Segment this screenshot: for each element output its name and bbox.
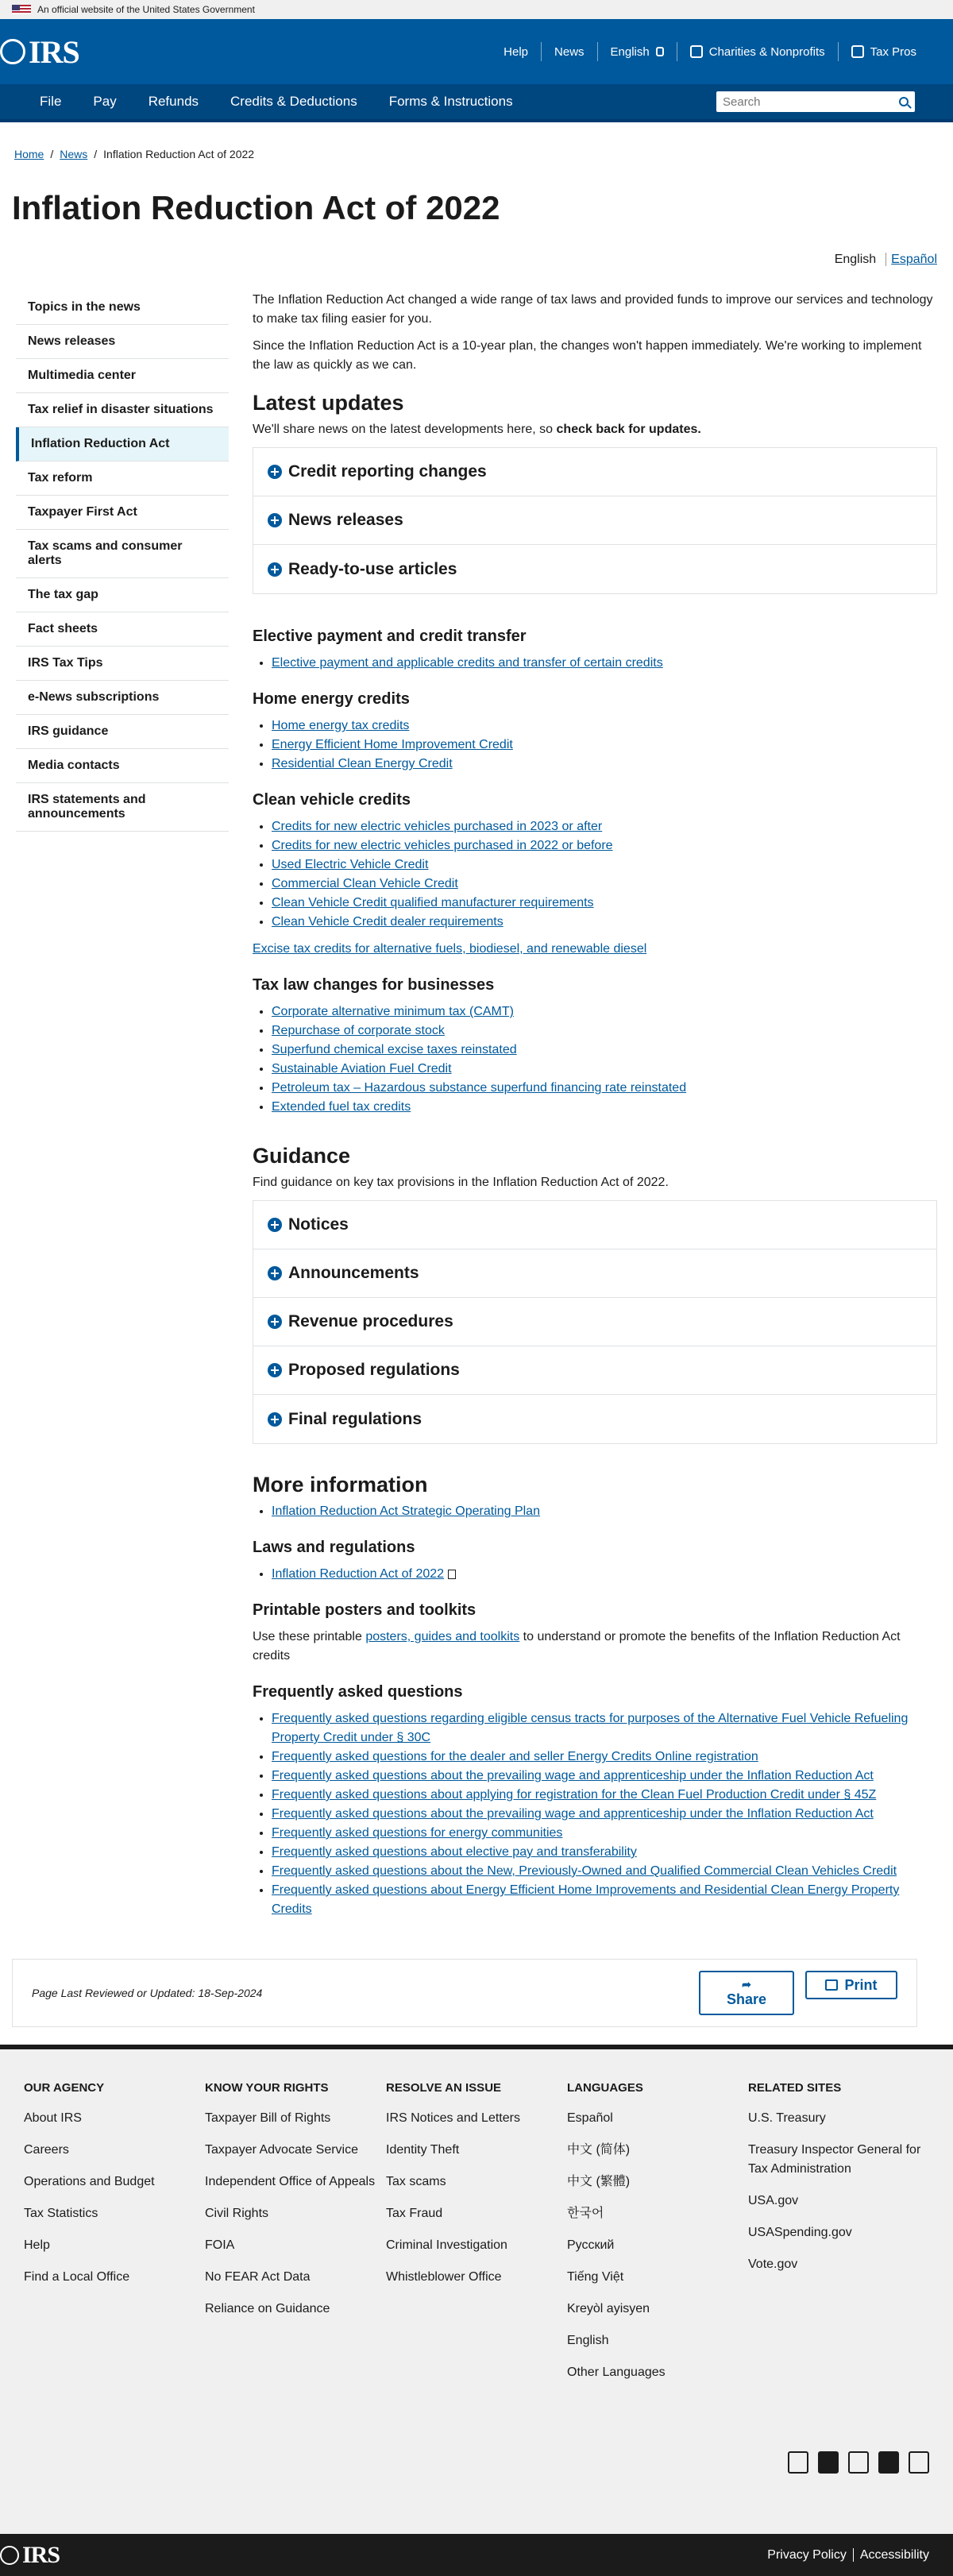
- page-title: Inflation Reduction Act of 2022: [12, 189, 500, 226]
- breadcrumb: [0, 122, 953, 160]
- clean-vehicle-link[interactable]: Commercial Clean Vehicle Credit: [272, 877, 458, 890]
- main-content: [253, 291, 937, 1919]
- footer-link[interactable]: Find a Local Office: [24, 2270, 130, 2284]
- sidebar-item-disaster-relief[interactable]: Tax relief in disaster situations: [16, 393, 229, 427]
- faq-link[interactable]: Frequently asked questions about elective pay and transferability: [272, 1845, 637, 1859]
- accordion-news-releases[interactable]: [253, 496, 936, 545]
- sidebar-item-tax-gap[interactable]: The tax gap: [16, 578, 229, 612]
- list-item: [272, 855, 937, 875]
- linkedin-icon[interactable]: [878, 2451, 899, 2474]
- eagle-icon: [0, 2546, 19, 2565]
- footer-link[interactable]: Tax Statistics: [24, 2207, 98, 2220]
- logo-text: IRS: [29, 33, 79, 70]
- footer-link[interactable]: 中文 (繁體): [567, 2175, 631, 2188]
- posters-text: [253, 1628, 937, 1666]
- accordion-label: Ready-to-use articles: [288, 559, 457, 578]
- accordion-final-regs[interactable]: [253, 1395, 936, 1443]
- footer-link[interactable]: Help: [24, 2238, 50, 2252]
- clean-vehicle-heading: Clean vehicle credits: [253, 791, 411, 809]
- search-box: [716, 91, 915, 112]
- business-link[interactable]: Extended fuel tax credits: [272, 1100, 411, 1114]
- print-label: Print: [844, 1976, 878, 1993]
- business-link[interactable]: Sustainable Aviation Fuel Credit: [272, 1062, 452, 1076]
- print-button[interactable]: [805, 1971, 897, 1999]
- nav-credits-deductions[interactable]: Credits & Deductions: [230, 94, 357, 109]
- footer-link[interactable]: Tax scams: [386, 2175, 446, 2188]
- site-footer: [0, 2045, 953, 2534]
- footer-link[interactable]: Operations and Budget: [24, 2175, 155, 2188]
- footer-link[interactable]: Civil Rights: [205, 2207, 269, 2220]
- footer-link[interactable]: IRS Notices and Letters: [386, 2111, 520, 2125]
- footer-link[interactable]: Other Languages: [567, 2366, 666, 2379]
- posters-post: to understand or promote the benefits of the Inflation Reduction Act credits: [253, 1630, 901, 1663]
- nav-refunds[interactable]: Refunds: [148, 94, 199, 109]
- sidebar-item-scams[interactable]: Tax scams and consumer alerts: [16, 530, 229, 578]
- latest-text: We'll share news on the latest developments here, so: [253, 423, 557, 436]
- more-info-heading: More information: [253, 1473, 428, 1497]
- sidebar-item-tax-tips[interactable]: IRS Tax Tips: [16, 647, 229, 681]
- help-link[interactable]: Help: [504, 44, 529, 59]
- list-item: [272, 836, 937, 855]
- faq-link[interactable]: Frequently asked questions about the prevailing wage and apprenticeship under the Inflation Reduction Act: [272, 1807, 874, 1821]
- posters-link[interactable]: posters, guides and toolkits: [365, 1630, 520, 1643]
- list-item: [272, 875, 937, 894]
- logo-text: IRS: [22, 2541, 60, 2568]
- elective-links: [253, 654, 937, 673]
- accordion-label: Announcements: [288, 1264, 419, 1282]
- charities-label: Charities & Nonprofits: [708, 44, 825, 59]
- expand-plus-icon: [268, 1412, 282, 1427]
- footer-heading: KNOW YOUR RIGHTS: [205, 2081, 329, 2095]
- strategic-plan-link[interactable]: Inflation Reduction Act Strategic Operating Plan: [272, 1504, 540, 1518]
- intro-paragraph: Since the Inflation Reduction Act is a 10-year plan, the changes won't happen immediately. We're working to implement the law as quickly as we can.: [253, 339, 922, 372]
- privacy-policy-link[interactable]: Privacy Policy: [767, 2547, 847, 2562]
- footer-col-related: [748, 2081, 929, 2395]
- list-item: [272, 1767, 937, 1786]
- excise-paragraph: [253, 940, 937, 959]
- list-item: [272, 1862, 937, 1881]
- instagram-icon[interactable]: [848, 2451, 869, 2474]
- list-item: [272, 1022, 937, 1041]
- gov-banner: [0, 0, 953, 19]
- sidebar-item-statements[interactable]: IRS statements and announcements: [16, 783, 229, 832]
- footer-heading: RESOLVE AN ISSUE: [386, 2081, 502, 2095]
- nav-forms-instructions[interactable]: Forms & Instructions: [388, 94, 513, 109]
- nav-pay[interactable]: Pay: [93, 94, 117, 109]
- list-item: [272, 1709, 937, 1748]
- list-item: [272, 736, 937, 755]
- footer-col-rights: [205, 2081, 386, 2395]
- faq-link[interactable]: Frequently asked questions about applying for registration for the Clean Fuel Production Credit under § 45Z: [272, 1788, 877, 1802]
- search-input[interactable]: [723, 95, 882, 109]
- intro-paragraph: The Inflation Reduction Act changed a wide range of tax laws and provided funds to improve our services and technology to make tax filing easier for you.: [253, 293, 933, 326]
- business-link[interactable]: Repurchase of corporate stock: [272, 1024, 445, 1037]
- handshake-icon: [690, 45, 703, 58]
- footer-link[interactable]: Careers: [24, 2143, 69, 2157]
- x-twitter-icon[interactable]: [818, 2451, 839, 2474]
- accordion-proposed-regs[interactable]: [253, 1346, 936, 1395]
- business-link[interactable]: Superfund chemical excise taxes reinstated: [272, 1043, 517, 1056]
- clean-vehicle-link[interactable]: Used Electric Vehicle Credit: [272, 858, 429, 871]
- footer-col-agency: [24, 2081, 205, 2395]
- clean-vehicle-link[interactable]: Credits for new electric vehicles purchased in 2022 or before: [272, 839, 613, 852]
- breadcrumb-separator: /: [50, 148, 54, 160]
- home-energy-link[interactable]: Residential Clean Energy Credit: [272, 757, 453, 770]
- sidebar-item-guidance[interactable]: IRS guidance: [16, 715, 229, 749]
- tax-pros-link[interactable]: [839, 45, 929, 59]
- list-item: [272, 1805, 937, 1824]
- expand-plus-icon: [268, 465, 282, 479]
- eagle-icon: [0, 39, 25, 64]
- footer-heading: LANGUAGES: [567, 2081, 643, 2095]
- faq-link[interactable]: Frequently asked questions about the prevailing wage and apprenticeship under the Inflation Reduction Act: [272, 1769, 874, 1782]
- share-label: Share: [726, 1991, 767, 2007]
- latest-updates-accordion: [253, 447, 937, 594]
- footer-link[interactable]: Criminal Investigation: [386, 2238, 507, 2252]
- business-link[interactable]: Corporate alternative minimum tax (CAMT): [272, 1005, 514, 1018]
- footer-link[interactable]: Taxpayer Bill of Rights: [205, 2111, 331, 2125]
- footer-link[interactable]: Taxpayer Advocate Service: [205, 2143, 358, 2157]
- chevron-down-icon: [656, 47, 664, 56]
- footer-link[interactable]: About IRS: [24, 2111, 82, 2125]
- breadcrumb-separator: /: [94, 148, 98, 160]
- accordion-label: Credit reporting changes: [288, 462, 487, 481]
- share-icon: ➦: [742, 1978, 751, 1991]
- divider: [853, 2548, 854, 2562]
- footer-link[interactable]: Reliance on Guidance: [205, 2302, 330, 2315]
- latest-updates-text: [253, 420, 937, 439]
- facebook-icon[interactable]: [788, 2451, 808, 2474]
- list-item: [272, 1843, 937, 1862]
- list-item: [272, 1881, 937, 1919]
- divider: [885, 253, 886, 266]
- sidebar-item-ira[interactable]: Inflation Reduction Act: [16, 427, 229, 462]
- accordion-label: Final regulations: [288, 1409, 422, 1428]
- accordion-articles[interactable]: [253, 545, 936, 593]
- language-spanish-link[interactable]: Español: [891, 253, 937, 266]
- list-item: [272, 817, 937, 836]
- nav-file[interactable]: File: [40, 94, 62, 109]
- news-link[interactable]: News: [554, 44, 585, 59]
- search-icon[interactable]: [899, 97, 909, 106]
- content: [0, 267, 953, 1919]
- sidebar-item-fact-sheets[interactable]: Fact sheets: [16, 612, 229, 647]
- list-item: [272, 913, 937, 932]
- footer-link[interactable]: English: [567, 2334, 609, 2347]
- expand-plus-icon: [268, 562, 282, 577]
- footer-link[interactable]: No FEAR Act Data: [205, 2270, 311, 2284]
- gov-banner-text: An official website of the United States Government: [37, 4, 255, 15]
- accordion-revenue-procedures[interactable]: [253, 1298, 936, 1346]
- faq-link[interactable]: Frequently asked questions about the New, Previously-Owned and Qualified Commercial Clean Vehicles Credit: [272, 1864, 897, 1878]
- latest-bold: check back for updates.: [556, 423, 701, 436]
- footer-link[interactable]: FOIA: [205, 2238, 235, 2252]
- sidebar-item-taxpayer-first[interactable]: Taxpayer First Act: [16, 496, 229, 530]
- accordion-label: Notices: [288, 1215, 349, 1234]
- footer-link[interactable]: Identity Theft: [386, 2143, 460, 2157]
- us-flag-icon: [12, 5, 31, 14]
- page-review-bar: [12, 1959, 917, 2027]
- list-item: [272, 1041, 937, 1060]
- list-item: [272, 1098, 937, 1117]
- irs-logo[interactable]: [0, 33, 79, 71]
- faq-heading: Frequently asked questions: [253, 1683, 463, 1701]
- expand-plus-icon: [268, 1315, 282, 1329]
- main-nav: [0, 84, 953, 122]
- site-header: [0, 19, 953, 84]
- business-link[interactable]: Petroleum tax – Hazardous substance superfund financing rate reinstated: [272, 1081, 687, 1095]
- latest-updates-heading: Latest updates: [253, 391, 404, 415]
- footer-link[interactable]: Whistleblower Office: [386, 2270, 502, 2284]
- list-item: [272, 1786, 937, 1805]
- accordion-label: News releases: [288, 511, 403, 529]
- clean-vehicle-link[interactable]: Credits for new electric vehicles purchased in 2023 or after: [272, 820, 603, 833]
- footer-bottom-bar: [0, 2534, 953, 2576]
- list-item: [272, 1565, 937, 1584]
- sidebar-nav: [16, 291, 229, 1919]
- faq-link[interactable]: Frequently asked questions for the dealer and seller Energy Credits Online registration: [272, 1750, 758, 1763]
- home-energy-link[interactable]: Energy Efficient Home Improvement Credit: [272, 738, 513, 751]
- guidance-accordion: [253, 1200, 937, 1444]
- list-item: [272, 1079, 937, 1098]
- social-links: [788, 2451, 929, 2474]
- accordion-notices[interactable]: [253, 1201, 936, 1249]
- clean-vehicle-link[interactable]: Clean Vehicle Credit qualified manufacturer requirements: [272, 896, 594, 910]
- accordion-label: Revenue procedures: [288, 1312, 453, 1330]
- footer-heading: OUR AGENCY: [24, 2081, 105, 2095]
- last-reviewed-text: Page Last Reviewed or Updated: 18-Sep-2024: [32, 1987, 263, 1999]
- share-button[interactable]: [699, 1971, 794, 2015]
- business-links: [253, 1002, 937, 1117]
- guidance-heading: Guidance: [253, 1144, 351, 1168]
- accordion-credit-reporting[interactable]: [253, 448, 936, 496]
- expand-plus-icon: [268, 1266, 282, 1280]
- language-current: English: [834, 253, 877, 266]
- footer-link[interactable]: USASpending.gov: [748, 2226, 852, 2239]
- list-item: [272, 1824, 937, 1843]
- ira-law-link[interactable]: Inflation Reduction Act of 2022: [272, 1567, 445, 1581]
- more-info-links: [253, 1502, 937, 1521]
- footer-link[interactable]: Tax Fraud: [386, 2207, 443, 2220]
- sidebar-item-news-releases[interactable]: News releases: [16, 325, 229, 359]
- footer-link[interactable]: Treasury Inspector General for Tax Administration: [748, 2143, 921, 2176]
- guidance-text: Find guidance on key tax provisions in the Inflation Reduction Act of 2022.: [253, 1176, 669, 1189]
- footer-link[interactable]: Español: [567, 2111, 613, 2125]
- sidebar-item-media-contacts[interactable]: Media contacts: [16, 749, 229, 783]
- home-energy-heading: Home energy credits: [253, 690, 410, 708]
- accordion-announcements[interactable]: [253, 1249, 936, 1298]
- list-item: [272, 654, 937, 673]
- expand-plus-icon: [268, 513, 282, 527]
- list-item: [272, 894, 937, 913]
- youtube-icon[interactable]: [909, 2451, 929, 2474]
- excise-link[interactable]: Excise tax credits for alternative fuels, biodiesel, and renewable diesel: [253, 942, 647, 956]
- list-item: [272, 1002, 937, 1022]
- list-item: [272, 716, 937, 736]
- business-heading: Tax law changes for businesses: [253, 976, 495, 994]
- posters-pre: Use these printable: [253, 1630, 366, 1643]
- language-switcher: [0, 227, 953, 267]
- tax-pros-label: Tax Pros: [870, 44, 916, 59]
- sidebar-item-enews[interactable]: e-News subscriptions: [16, 681, 229, 715]
- home-energy-links: [253, 716, 937, 774]
- clean-vehicle-links: [253, 817, 937, 932]
- footer-link[interactable]: Kreyòl ayisyen: [567, 2302, 650, 2315]
- sidebar-item-multimedia[interactable]: Multimedia center: [16, 359, 229, 393]
- list-item: [272, 1060, 937, 1079]
- accessibility-link[interactable]: Accessibility: [859, 2547, 929, 2562]
- language-menu[interactable]: [598, 45, 677, 59]
- elective-heading: Elective payment and credit transfer: [253, 628, 527, 645]
- list-item: [272, 1748, 937, 1767]
- footer-link[interactable]: USA.gov: [748, 2194, 799, 2207]
- footer-link[interactable]: Independent Office of Appeals: [205, 2175, 376, 2188]
- charities-link[interactable]: [677, 45, 838, 59]
- breadcrumb-current: Inflation Reduction Act of 2022: [103, 148, 255, 160]
- clean-vehicle-link[interactable]: Clean Vehicle Credit dealer requirements: [272, 915, 504, 929]
- footer-col-resolve: [386, 2081, 567, 2395]
- expand-plus-icon: [268, 1363, 282, 1377]
- accordion-label: Proposed regulations: [288, 1361, 460, 1379]
- elective-link[interactable]: Elective payment and applicable credits and transfer of certain credits: [272, 656, 663, 670]
- faq-link[interactable]: Frequently asked questions for energy communities: [272, 1826, 563, 1840]
- briefcase-icon: [851, 45, 864, 58]
- language-label: English: [610, 44, 650, 59]
- faq-link[interactable]: Frequently asked questions regarding eligible census tracts for purposes of the Alternative Fuel Vehicle Refueling Property Credit under § 30C: [272, 1712, 909, 1744]
- list-item: [272, 1502, 937, 1521]
- expand-plus-icon: [268, 1218, 282, 1232]
- faq-link[interactable]: Frequently asked questions about Energy Efficient Home Improvements and Residential Clean Energy Property Credits: [272, 1883, 900, 1916]
- faq-links: [253, 1709, 937, 1919]
- list-item: [272, 755, 937, 774]
- footer-link[interactable]: 한국어: [567, 2207, 604, 2220]
- footer-col-languages: [567, 2081, 748, 2395]
- footer-link[interactable]: U.S. Treasury: [748, 2111, 826, 2125]
- external-link-icon: [448, 1570, 456, 1579]
- footer-link[interactable]: 中文 (简体): [567, 2143, 631, 2157]
- footer-link[interactable]: Vote.gov: [748, 2257, 798, 2271]
- footer-irs-logo[interactable]: [0, 2542, 60, 2569]
- laws-heading: Laws and regulations: [253, 1539, 415, 1556]
- breadcrumb-home[interactable]: Home: [14, 148, 44, 160]
- footer-link[interactable]: Tiếng Việt: [567, 2270, 624, 2284]
- laws-links: [253, 1565, 937, 1584]
- sidebar-item-tax-reform[interactable]: Tax reform: [16, 462, 229, 496]
- header-links: [491, 42, 929, 61]
- posters-heading: Printable posters and toolkits: [253, 1601, 476, 1619]
- printer-icon: [825, 1979, 838, 1991]
- sidebar-item-topics[interactable]: Topics in the news: [16, 291, 229, 325]
- footer-link[interactable]: Русский: [567, 2238, 615, 2252]
- breadcrumb-news[interactable]: News: [60, 148, 88, 160]
- footer-heading: RELATED SITES: [748, 2081, 842, 2095]
- home-energy-link[interactable]: Home energy tax credits: [272, 719, 410, 732]
